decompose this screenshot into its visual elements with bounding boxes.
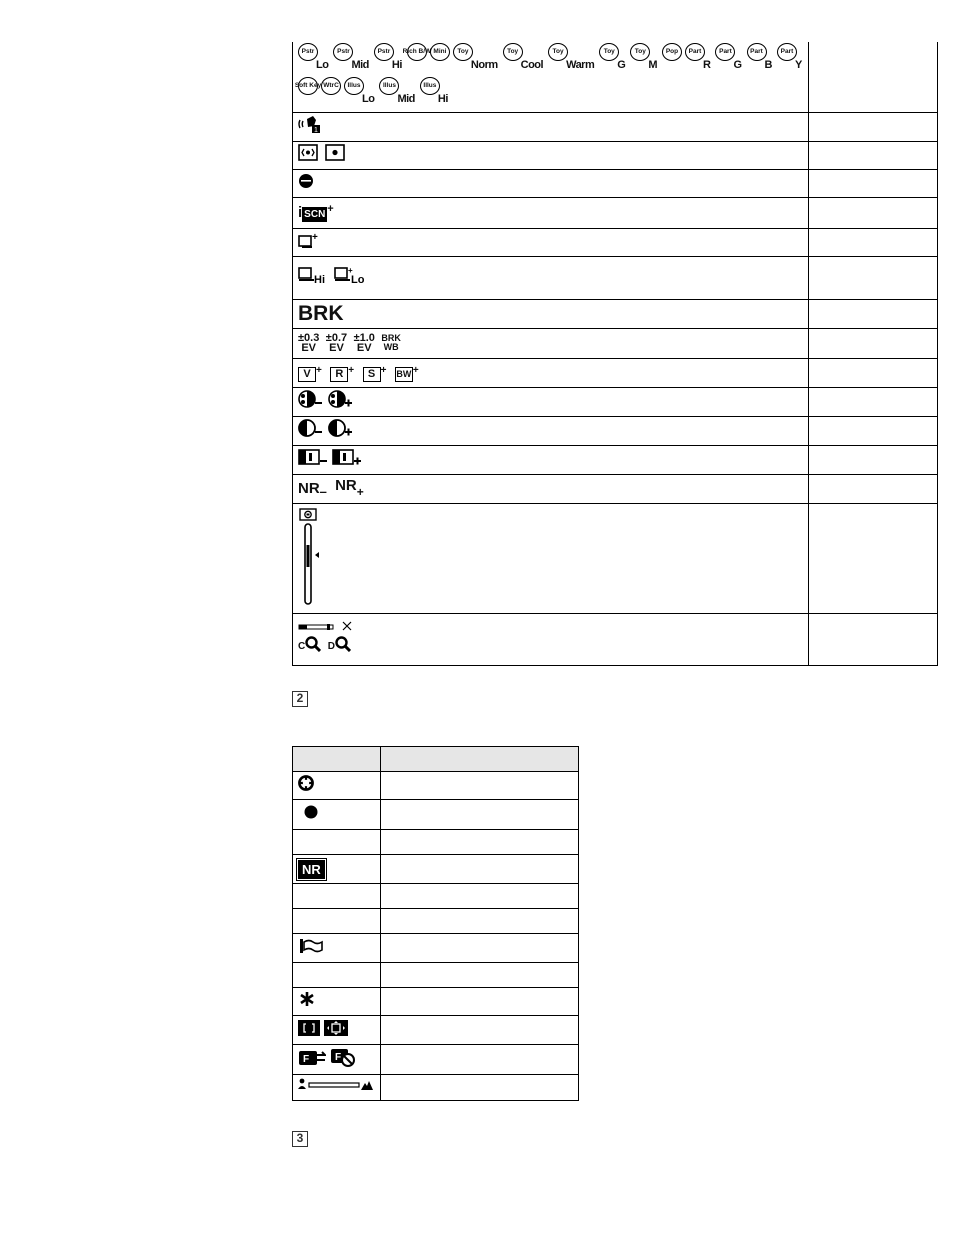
saturation-cell — [293, 387, 809, 416]
contrast-plus-icon — [328, 418, 354, 438]
picture-effect-bubble: Toy — [630, 43, 650, 61]
description-cell — [808, 141, 937, 169]
picture-effect-bubble: Part — [685, 43, 705, 61]
bracket-cell — [293, 299, 809, 328]
ae-lock-cell — [293, 988, 381, 1016]
focus-dot-icon — [298, 803, 322, 821]
photo-creativity-cell — [293, 358, 809, 387]
picture-effect-level: Mid — [397, 92, 415, 105]
picture-effect-bubble: Pstr — [374, 43, 394, 61]
description-cell — [808, 445, 937, 474]
picture-effect-icon — [548, 43, 597, 77]
description-cell — [808, 112, 937, 141]
contrast-minus-icon — [298, 418, 324, 438]
focus-area-flexible-icon — [324, 1019, 348, 1037]
description-cell — [808, 169, 937, 197]
svg-text:Hi: Hi — [314, 274, 325, 285]
svg-text:F: F — [335, 1052, 342, 1063]
focus-lock-cell — [293, 800, 381, 830]
picture-effect-bubble: Part — [777, 43, 797, 61]
picture-effect-level: Warm — [566, 58, 595, 71]
picture-effect-icon — [298, 43, 331, 77]
description-cell — [808, 358, 937, 387]
svg-text:+: + — [348, 266, 354, 275]
section-number-2: 2 — [292, 691, 308, 707]
section-number-3: 3 — [292, 1131, 308, 1147]
description-cell — [380, 772, 578, 800]
picture-effect-level: G — [733, 58, 742, 71]
focus-circle-icon — [298, 775, 314, 791]
svg-text:+: + — [312, 231, 318, 243]
picture-effect-level: R — [702, 58, 711, 71]
picture-effect-icon — [747, 43, 775, 77]
flash-cell — [293, 934, 381, 963]
nr-cell — [293, 855, 381, 884]
description-cell — [380, 988, 578, 1016]
sepia-style-icon: S + — [363, 367, 387, 382]
picture-effect-cell — [293, 42, 809, 112]
picture-effect-bubble: Pstr — [333, 43, 353, 61]
zoom-scale-row — [298, 620, 808, 636]
zoom-scale-icon — [298, 621, 356, 633]
picture-effect-level: Y — [794, 58, 802, 71]
sharpness-minus-icon — [298, 447, 328, 467]
description-cell — [808, 613, 937, 665]
metering-cell — [293, 141, 809, 169]
description-cell — [808, 197, 937, 228]
description-cell — [380, 1045, 578, 1075]
svg-text:F: F — [303, 1054, 310, 1065]
picture-effect-icons-row-2 — [294, 77, 808, 111]
picture-effect-bubble: Toy — [599, 43, 619, 61]
description-cell — [380, 1075, 578, 1101]
empty-cell — [293, 963, 381, 988]
description-cell — [808, 328, 937, 358]
picture-effect-level: B — [764, 58, 772, 71]
picture-effect-icon — [685, 43, 713, 77]
picture-effect-icon — [420, 77, 451, 111]
flag-icon — [298, 937, 324, 955]
indicator-table-2 — [292, 746, 579, 1101]
flash-off-icon — [330, 1047, 356, 1067]
indicator-table-1 — [292, 42, 938, 666]
description-cell — [380, 800, 578, 830]
steadyshot-icon — [298, 114, 322, 134]
picture-effect-bubble: Pstr — [298, 43, 318, 61]
flash-mode-cell — [293, 1045, 381, 1075]
picture-effect-icon — [503, 43, 546, 77]
picture-effect-bubble: Part — [715, 43, 735, 61]
picture-effect-bubble: Illus — [420, 77, 440, 95]
picture-effect-level: Hi — [437, 92, 448, 105]
noise-reduction-icon: NR — [298, 860, 325, 879]
contrast-cell — [293, 416, 809, 445]
multi-metering-icon — [298, 144, 318, 161]
picture-effect-icon — [344, 77, 377, 111]
picture-effect-level: M — [648, 58, 657, 71]
picture-effect-icon — [599, 43, 628, 77]
nr-minus-icon: NR– — [298, 479, 327, 499]
flash-on-icon — [298, 1047, 326, 1067]
iscn-label: SCN — [304, 208, 326, 220]
picture-effect-icon — [374, 43, 405, 77]
noise-reduction-cell — [293, 474, 809, 503]
retro-style-icon: R + — [330, 367, 354, 382]
picture-effect-bubble: Illus — [344, 77, 364, 95]
picture-effect-bubble: Soft Key — [298, 77, 318, 95]
wb-bracket-icon: BRK WB — [381, 333, 401, 352]
clear-image-zoom-icon: C — [298, 636, 321, 652]
zoom-type-row — [298, 636, 808, 658]
picture-effect-icon — [662, 43, 683, 77]
picture-effect-icon — [379, 77, 417, 111]
continuous-shooting-cell — [293, 256, 809, 299]
saturation-plus-icon — [328, 389, 354, 409]
picture-effect-bubble: WtrC — [321, 77, 341, 95]
description-cell — [808, 42, 937, 112]
picture-effect-bubble: Part — [747, 43, 767, 61]
picture-effect-bubble: Pop — [662, 43, 682, 61]
focus-range-cell — [293, 1075, 381, 1101]
description-cell — [380, 855, 578, 884]
sharpness-plus-icon — [332, 447, 362, 467]
description-cell — [808, 256, 937, 299]
empty-cell — [293, 909, 381, 934]
picture-effect-level: G — [617, 58, 626, 71]
picture-effect-level: Cool — [520, 58, 544, 71]
description-cell — [808, 416, 937, 445]
spot-metering-icon — [325, 144, 345, 161]
description-cell — [808, 299, 937, 328]
level-gauge-icon — [298, 508, 328, 608]
description-cell — [380, 934, 578, 963]
saturation-minus-icon — [298, 389, 324, 409]
picture-effect-bubble: Toy — [503, 43, 523, 61]
zoom-cell — [293, 613, 809, 665]
bracket-label: BRK — [298, 301, 344, 325]
picture-effect-level: Norm — [470, 58, 498, 71]
empty-cell — [293, 830, 381, 855]
description-cell — [380, 1016, 578, 1045]
empty-cell — [293, 884, 381, 909]
picture-effect-icon — [402, 43, 432, 77]
table-header-cell — [293, 747, 381, 772]
picture-effect-icon — [715, 43, 744, 77]
description-cell — [808, 228, 937, 256]
focus-cell — [293, 772, 381, 800]
focus-range-scale-icon — [298, 1078, 374, 1092]
picture-effect-bubble: Illus — [379, 77, 399, 95]
bw-style-icon: BW + — [395, 367, 419, 382]
steadyshot-cell — [293, 112, 809, 141]
continuous-lo-icon — [334, 265, 368, 285]
focus-area-cell — [293, 1016, 381, 1045]
description-cell — [380, 963, 578, 988]
picture-effect-icon — [294, 77, 322, 111]
description-cell — [380, 909, 578, 934]
description-cell — [808, 503, 937, 613]
digital-zoom-icon: D — [328, 636, 351, 652]
svg-text:1: 1 — [314, 127, 318, 134]
svg-text:Lo: Lo — [351, 274, 365, 285]
level-gauge-cell — [293, 503, 809, 613]
picture-effect-icon — [777, 43, 805, 77]
ev-step-icon: ±1.0 EV — [353, 332, 375, 354]
table-header-cell — [380, 747, 578, 772]
picture-effect-icon — [453, 43, 501, 77]
picture-effect-icon — [333, 43, 371, 77]
picture-effect-bubble: Rich B/W — [407, 43, 427, 61]
bracket-step-cell — [293, 328, 809, 358]
sharpness-cell — [293, 445, 809, 474]
picture-effect-level: Hi — [391, 58, 402, 71]
picture-effect-level: Lo — [316, 58, 329, 71]
ev-step-icon: ±0.3 EV — [298, 332, 320, 354]
picture-effect-icons-row-1 — [298, 43, 808, 77]
picture-effect-icon — [630, 43, 660, 77]
picture-effect-icon — [430, 43, 451, 77]
picture-effect-bubble: Toy — [548, 43, 568, 61]
single-shot-plus-cell — [293, 228, 809, 256]
description-cell — [808, 474, 937, 503]
smile-face-icon — [298, 173, 314, 189]
description-cell — [380, 830, 578, 855]
nr-plus-icon: $NR_+$ — [335, 476, 364, 499]
picture-effect-icon — [321, 77, 342, 111]
description-cell — [808, 387, 937, 416]
picture-effect-level: Lo — [362, 92, 375, 105]
picture-effect-level: Mid — [351, 58, 369, 71]
picture-effect-bubble: Toy — [453, 43, 473, 61]
picture-effect-bubble: Mini — [430, 43, 450, 61]
single-shot-plus-icon — [298, 231, 320, 249]
description-cell — [380, 884, 578, 909]
face-detection-cell — [293, 169, 809, 197]
intelligent-scene-icon: i SCN + — [298, 202, 334, 221]
superior-auto-cell — [293, 197, 809, 228]
focus-area-center-icon — [298, 1019, 320, 1037]
vivid-style-icon: V + — [298, 367, 322, 382]
asterisk-icon — [298, 990, 316, 1008]
ev-step-icon: ±0.7 EV — [325, 332, 348, 354]
continuous-hi-icon — [298, 265, 330, 285]
